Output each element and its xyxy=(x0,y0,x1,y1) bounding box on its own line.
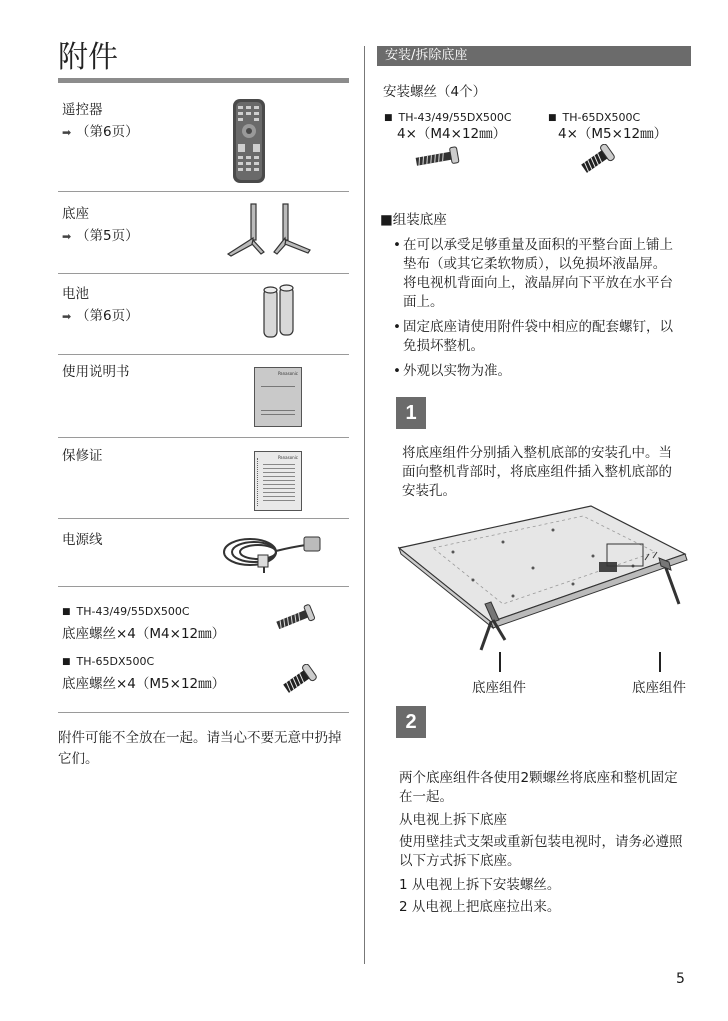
accessory-manual xyxy=(62,362,242,382)
item-label: 电源线 xyxy=(62,532,103,548)
item-label: 保修证 xyxy=(62,448,103,464)
page-number: 5 xyxy=(676,971,685,987)
manual-image xyxy=(254,367,302,427)
accessory-power-cord xyxy=(62,530,212,550)
section-header-bar xyxy=(377,46,691,66)
item-page-ref: ➡ （第6页） xyxy=(62,306,342,327)
item-label: 电池 xyxy=(62,286,89,302)
accessory-remote xyxy=(62,100,342,143)
accessory-battery xyxy=(62,284,342,327)
screw-model-label: ■ TH-43/49/55DX500C xyxy=(384,110,512,127)
stand-image xyxy=(222,200,322,260)
step-1-text: 将底座组件分别插入整机底部的安装孔中。当面向整机背部时，将底座组件插入整机底部的安装孔。 xyxy=(402,445,672,499)
divider xyxy=(58,354,349,355)
assembly-notes xyxy=(389,236,677,381)
screw-m4-image xyxy=(272,604,320,630)
text-lines xyxy=(263,464,295,502)
screw-m5-image xyxy=(578,144,618,174)
assembly-heading: ■组装底座 xyxy=(380,212,447,228)
callout-line xyxy=(659,652,661,672)
divider xyxy=(58,712,349,713)
divider xyxy=(58,273,349,274)
item-label: 遥控器 xyxy=(62,102,103,118)
arrow-icon: ➡ xyxy=(62,126,72,139)
manual-line xyxy=(261,386,295,387)
remove-step: 2 从电视上把底座拉出来。 xyxy=(399,899,561,915)
manual-brand-logo: Panasonic xyxy=(277,371,298,376)
divider xyxy=(58,518,349,519)
step-2-badge: 2 xyxy=(396,706,426,738)
remove-step: 1 从电视上拆下安装螺丝。 xyxy=(399,877,561,893)
item-page-ref: ➡ （第6页） xyxy=(62,122,342,143)
divider xyxy=(58,437,349,438)
manual-line xyxy=(261,414,295,415)
dotted-edge xyxy=(257,458,258,506)
screw-model-label: ■ TH-65DX500C xyxy=(62,654,154,671)
screw-model-label: ■ TH-65DX500C xyxy=(548,110,640,127)
note-item: • 固定底座请使用附件袋中相应的配套螺钉，以免损坏整机。 xyxy=(389,318,677,356)
step-2-text: 两个底座组件各使用2颗螺丝将底座和整机固定在一起。 xyxy=(399,770,678,805)
item-page-ref: ➡ （第5页） xyxy=(62,226,342,247)
screw-desc: 底座螺丝×4（M4×12㎜） xyxy=(62,626,226,642)
manual-line xyxy=(261,410,295,411)
note-item: • 外观以实物为准。 xyxy=(389,362,677,381)
remote-control-image xyxy=(232,98,266,184)
screw-model-label: ■ TH-43/49/55DX500C xyxy=(62,604,190,621)
stand-label-right: 底座组件 xyxy=(632,680,686,696)
screw-heading: 安装螺丝（4个） xyxy=(383,84,487,100)
callout-line xyxy=(499,652,501,672)
divider xyxy=(58,586,349,587)
item-label: 使用说明书 xyxy=(62,364,130,380)
remove-text: 使用壁挂式支架或重新包装电视时，请务必遵照以下方式拆下底座。 xyxy=(399,834,683,869)
title-rule xyxy=(58,78,349,83)
section-title: 安装/拆除底座 xyxy=(385,48,468,63)
accessory-warranty xyxy=(62,446,242,466)
arrow-icon: ➡ xyxy=(62,230,72,243)
item-label: 底座 xyxy=(62,206,89,222)
power-cord-image xyxy=(220,527,324,577)
warranty-brand-logo: Panasonic xyxy=(277,455,298,460)
accessory-note: 附件可能不全放在一起。请当心不要无意中扔掉它们。 xyxy=(58,730,342,767)
screw-desc: 底座螺丝×4（M5×12㎜） xyxy=(62,676,226,692)
warranty-card-image xyxy=(254,451,302,511)
step-1-badge: 1 xyxy=(396,397,426,429)
screw-m4-image xyxy=(410,145,466,171)
column-separator xyxy=(364,46,365,964)
screw-m5-image xyxy=(280,664,320,694)
battery-image xyxy=(262,283,296,339)
screw-spec: 4×（M4×12㎜） xyxy=(397,126,507,142)
tv-back-stand-diagram xyxy=(393,500,693,660)
screw-spec: 4×（M5×12㎜） xyxy=(558,126,668,142)
divider xyxy=(58,191,349,192)
arrow-icon: ➡ xyxy=(62,310,72,323)
stand-label-left: 底座组件 xyxy=(472,680,526,696)
page-title: 附件 xyxy=(58,40,118,75)
remove-heading: 从电视上拆下底座 xyxy=(399,812,507,828)
note-item: • 在可以承受足够重量及面积的平整台面上铺上垫布（或其它柔软物质），以免损坏液晶屏。将电视机背面向上，液晶屏向下平放在水平台面上。 xyxy=(389,236,677,312)
